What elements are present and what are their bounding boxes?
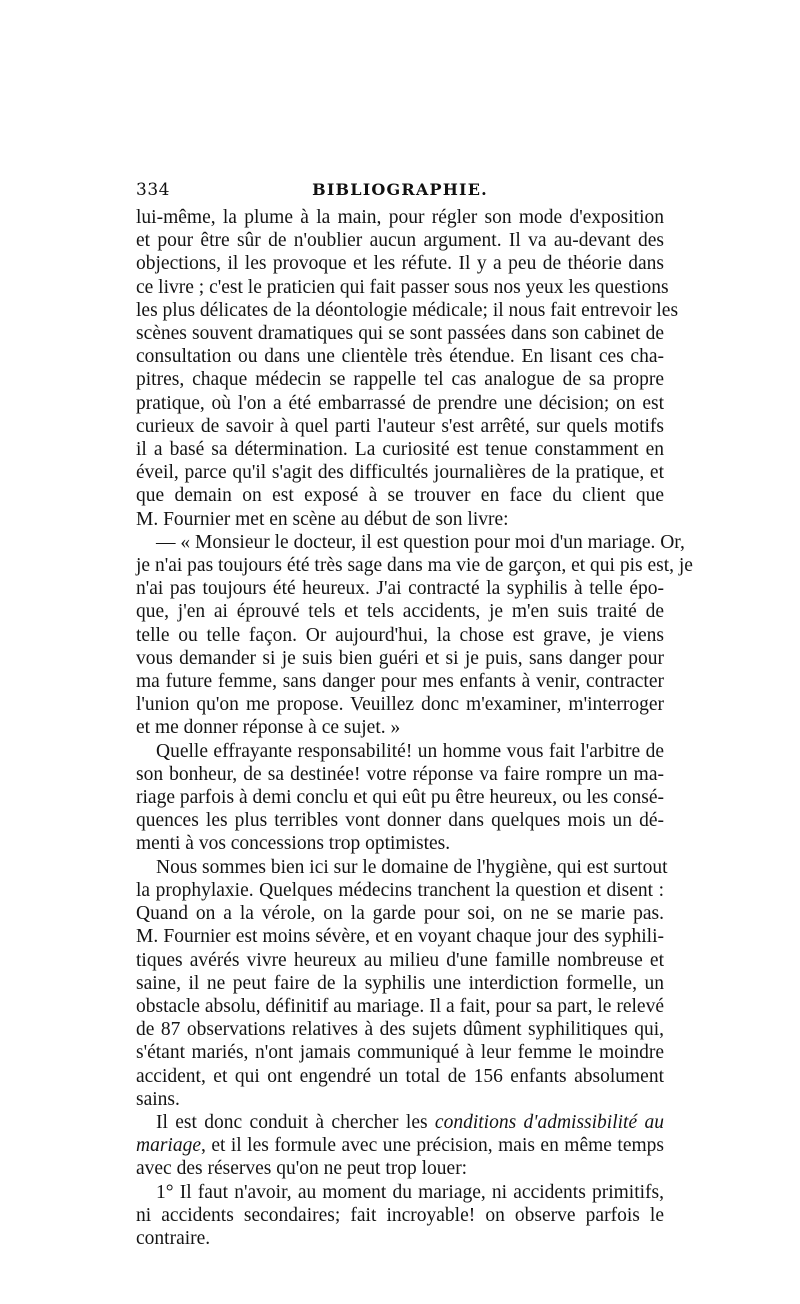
text-line: ni accidents secondaires; fait incroyable! on observe parfois le xyxy=(136,1204,664,1226)
text-line: sains. xyxy=(136,1088,180,1110)
text-line: ma future femme, sans danger pour mes enfants à venir, contracter xyxy=(136,671,664,693)
text-line: que, j'en ai éprouvé tels et tels accidents, je m'en suis traité de xyxy=(136,601,664,623)
text-line: contraire. xyxy=(136,1227,211,1249)
text-line: consultation ou dans une clientèle très étendue. En lisant ces cha- xyxy=(136,346,664,368)
text-line: Quelle effrayante responsabilité! un homme vous fait l'arbitre de xyxy=(156,740,664,762)
text-line: ce livre ; c'est le praticien qui fait passer sous nos yeux les questions xyxy=(136,276,669,298)
paragraph xyxy=(136,1111,664,1181)
text-line: vous demander si je suis bien guéri et si je puis, sans danger pour xyxy=(136,647,664,669)
text-line: Quand on a la vérole, on la garde pour soi, on ne se marie pas. xyxy=(136,903,664,925)
text-line: son bonheur, de sa destinée! votre réponse va faire rompre un ma- xyxy=(136,763,664,785)
text-line: M. Fournier est moins sévère, et en voyant chaque jour des syphili- xyxy=(136,926,664,948)
text-line: de 87 observations relatives à des sujets dûment syphilitiques qui, xyxy=(136,1019,664,1041)
text-line: — « Monsieur le docteur, il est question pour moi d'un mariage. Or, xyxy=(156,531,685,553)
text-line: menti à vos concessions trop optimistes. xyxy=(136,833,451,855)
text-line: objections, il les provoque et les réfute. Il y a peu de théorie dans xyxy=(136,253,664,275)
text-line: n'ai pas toujours été heureux. J'ai contracté la syphilis à telle épo- xyxy=(136,578,664,600)
text-line: M. Fournier met en scène au début de son livre: xyxy=(136,508,509,530)
body-text xyxy=(136,206,693,1250)
paragraph xyxy=(136,206,679,531)
italic-phrase: mariage xyxy=(136,1135,201,1157)
text-line: saine, il ne peut faire de la syphilis une interdiction formelle, un xyxy=(136,972,664,994)
page-number: 334 xyxy=(136,180,170,200)
text-line: telle ou telle façon. Or aujourd'hui, la chose est grave, je viens xyxy=(136,624,664,646)
text-line: quences les plus terribles vont donner dans quelques mois un dé- xyxy=(136,810,664,832)
text-line: obstacle absolu, définitif au mariage. Il a fait, pour sa part, le relevé xyxy=(136,995,664,1017)
text-line: accident, et qui ont engendré un total de 156 enfants absolument xyxy=(136,1065,664,1087)
text-line: riage parfois à demi conclu et qui eût pu être heureux, ou les consé- xyxy=(136,787,664,809)
text-line: curieux de savoir à quel parti l'auteur s'est arrêté, sur quels motifs xyxy=(136,415,664,437)
text-line: mariage, et il les formule avec une précision, mais en même temps xyxy=(136,1135,664,1157)
paragraph xyxy=(136,856,668,1111)
text-line: scènes souvent dramatiques qui se sont passées dans son cabinet de xyxy=(136,323,664,345)
text-line: pitres, chaque médecin se rappelle tel cas analogue de sa propre xyxy=(136,369,664,391)
text-line: et pour être sûr de n'oublier aucun argument. Il va au-devant des xyxy=(136,230,664,252)
text-line: lui-même, la plume à la main, pour régler son mode d'exposition xyxy=(136,207,664,228)
text-line: Il est donc conduit à chercher les conditions d'admissibilité au xyxy=(156,1111,664,1133)
text-line: je n'ai pas toujours été très sage dans ma vie de garçon, et qui pis est, je xyxy=(136,555,693,577)
text-line: 1° Il faut n'avoir, au moment du mariage, ni accidents primitifs, xyxy=(156,1181,664,1203)
text-line: avec des réserves qu'on ne peut trop louer: xyxy=(136,1158,468,1180)
text-line: que demain on est exposé à se trouver en face du client que xyxy=(136,485,664,507)
text-line: les plus délicates de la déontologie médicale; il nous fait entrevoir les xyxy=(136,299,679,321)
italic-phrase: conditions d'admissibilité au xyxy=(434,1111,664,1133)
paragraph-quote xyxy=(136,531,693,740)
paragraph xyxy=(136,740,664,856)
text-line: Nous sommes bien ici sur le domaine de l'hygiène, qui est surtout xyxy=(156,856,668,878)
paragraph xyxy=(136,1181,664,1251)
text-line: l'union qu'on me propose. Veuillez donc m'examiner, m'interroger xyxy=(136,694,664,716)
text-line: pratique, où l'on a été embarrassé de prendre une décision; on est xyxy=(136,392,664,414)
text-line: éveil, parce qu'il s'agit des difficultés journalières de la pratique, et xyxy=(136,462,664,484)
text-line: s'étant mariés, n'ont jamais communiqué à leur femme le moindre xyxy=(136,1042,664,1064)
running-title: BIBLIOGRAPHIE. xyxy=(312,180,488,199)
text-line: la prophylaxie. Quelques médecins tranchent la question et disent : xyxy=(136,879,664,901)
page-header xyxy=(136,180,664,204)
text-line: et me donner réponse à ce sujet. » xyxy=(136,717,401,739)
text-line: il a basé sa détermination. La curiosité est tenue constamment en xyxy=(136,439,664,461)
text-line: tiques avérés vivre heureux au milieu d'une famille nombreuse et xyxy=(136,949,664,971)
